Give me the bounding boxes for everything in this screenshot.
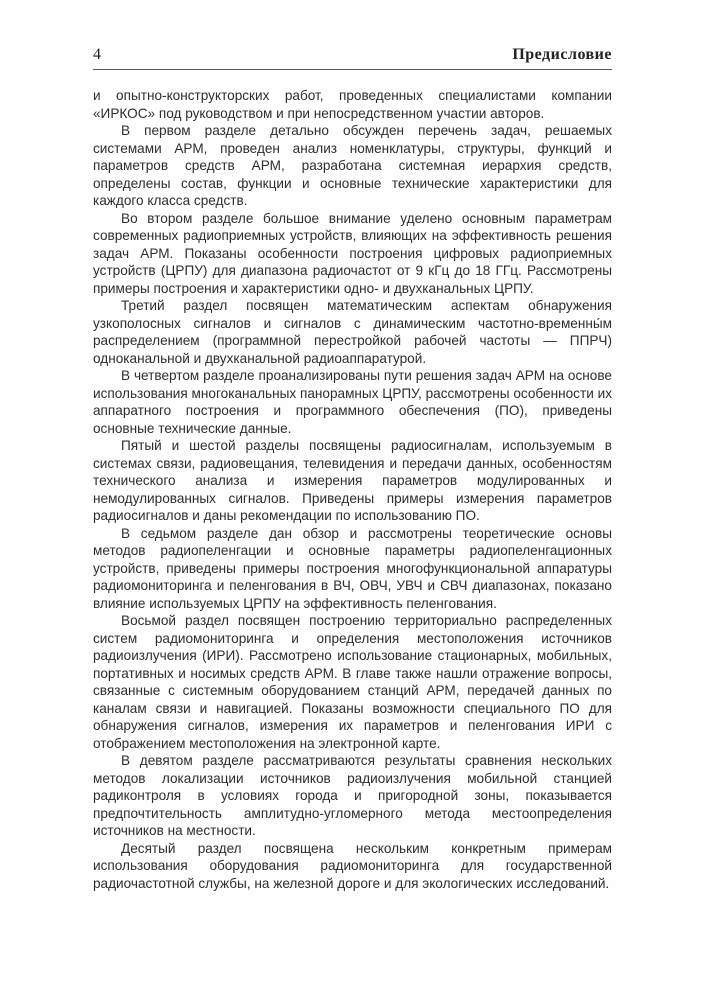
page-header	[93, 46, 612, 70]
page-body	[93, 87, 612, 892]
paragraph-section-9: В девятом разделе рассматриваются результаты сравнения нескольких методов локализации источников радиоизлучения мобильной станцией радиконтроля в условиях города и пригородной зоны, показывается предпочтительность амплитудно-угломерного метода местоопределения источников на местности.	[93, 753, 612, 838]
paragraph-section-2: Во втором разделе большое внимание уделено основным параметрам современных радиоприемных устройств, влияющих на эффективность решения задач АРМ. Показаны особенности построения цифровых радиоприемных устройств (ЦРПУ) для диапазона радиочастот от 9 кГц до 18 ГГц. Рассмотрены примеры построения и характеристики одно- и двухканальных ЦРПУ.	[93, 210, 612, 296]
paragraph-section-4: В четвертом разделе проанализированы пути решения задач АРМ на основе использования многоканальных панорамных ЦРПУ, рассмотрены особенности их аппаратного построения и программного обеспечения (ПО), приведены основные технические данные.	[93, 368, 612, 436]
paragraph-section-3: Третий раздел посвящен математическим аспектам обнаружения узкополосных сигналов и сигналов с динамическим частотно-временны́м распределением (программной перестройкой рабочей частоты — ППРЧ) одноканальной и двухканальной радиоаппаратурой.	[93, 298, 612, 366]
paragraph-continuation: и опытно-конструкторских работ, проведенных специалистами компании «ИРКОС» под руководством и при непосредственном участии авторов.	[93, 88, 612, 121]
paragraph-section-10: Десятый раздел посвящена нескольким конкретным примерам использования оборудования радиомониторинга для государственной радиочастотной службы, на железной дороге и для экологических исследований.	[93, 840, 612, 891]
running-head: Предисловие	[512, 46, 612, 63]
paragraph-section-1: В первом разделе детально обсужден перечень задач, решаемых системами АРМ, проведен анализ номенклатуры, структуры, функций и параметров средств АРМ, разработана системная иерархия средств, определены состав, функции и основные технические характеристики для каждого класса средств.	[93, 123, 612, 208]
paragraph-section-7: В седьмом разделе дан обзор и рассмотрены теоретические основы методов радиопеленгации и основные параметры радиопеленгационных устройств, приведены примеры построения многофункциональной аппаратуры радиомониторинга и пеленгования в ВЧ, ОВЧ, УВЧ и СВЧ диапазонах, показано влияние используемых ЦРПУ на эффективность пеленгования.	[93, 525, 612, 611]
page-number: 4	[93, 46, 101, 63]
paragraph-sections-5-6: Пятый и шестой разделы посвящены радиосигналам, используемым в системах связи, радиовещания, телевидения и передачи данных, особенностям технического анализа и измерения параметров модулированных и немодулированных сигналов. Приведены примеры измерения параметров радиосигналов и даны рекомендации по использованию ПО.	[93, 438, 612, 523]
page-content	[93, 46, 612, 892]
paragraph-section-8: Восьмой раздел посвящен построению территориально распределенных систем радиомониторинга и определения местоположения источников радиоизлучения (ИРИ). Рассмотрено использование стационарных, мобильных, портативных и носимых средств АРМ. В главе также нашли отражение вопросы, связанные с системным оборудованием станций АРМ, передачей данных по каналам связи и навигацией. Показаны возможности специального ПО для обнаружения сигналов, измерения их параметров и пеленгования ИРИ с отображением местоположения на электронной карте.	[93, 613, 612, 751]
